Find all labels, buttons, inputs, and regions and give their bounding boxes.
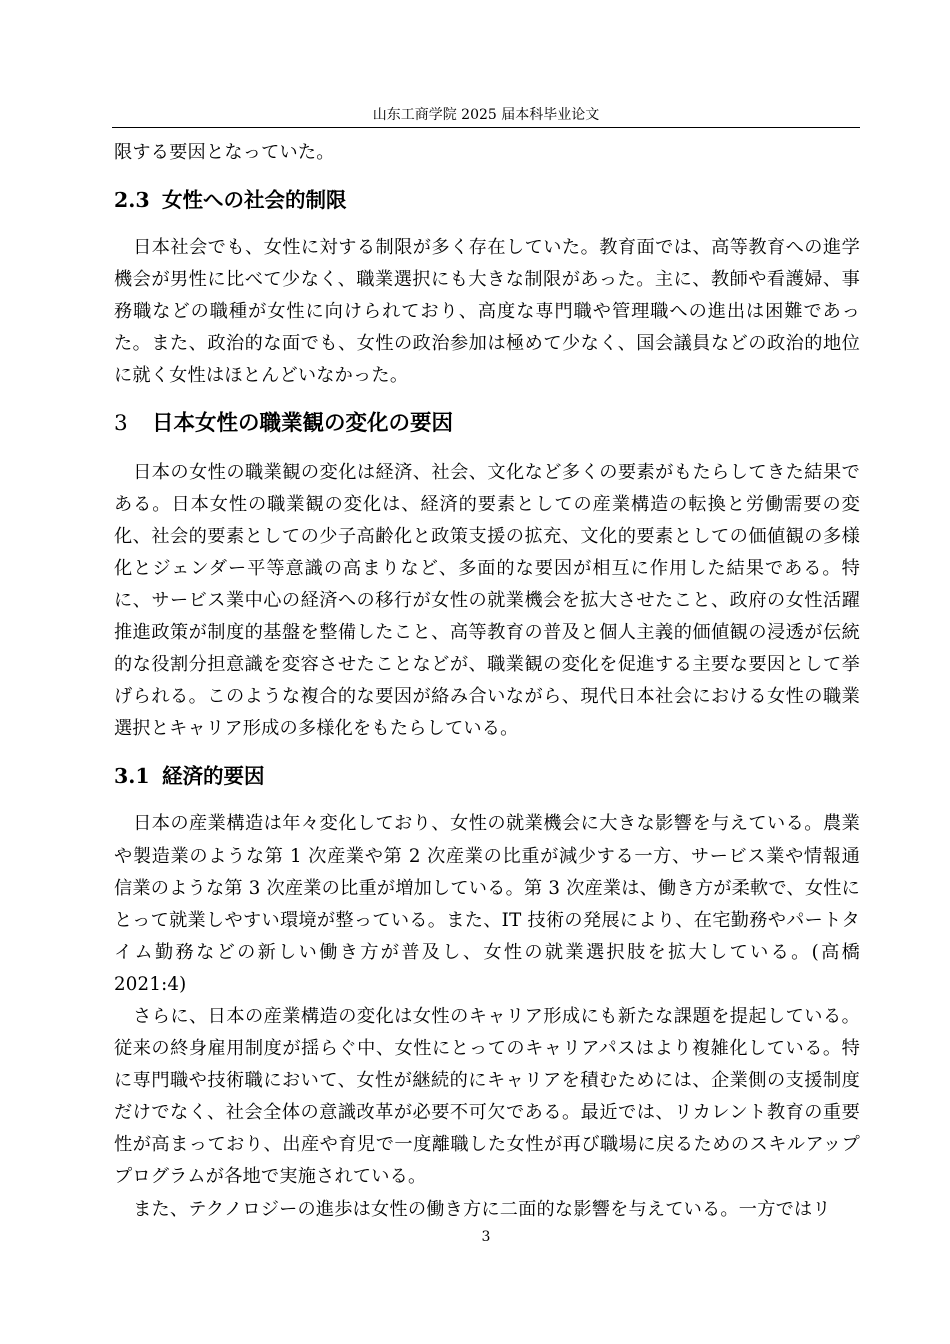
paragraph-3-1-a: 日本の産業構造は年々変化しており、女性の就業機会に大きな影響を与えている。農業や製造業のような第 1 次産業や第 2 次産業の比重が減少する一方、サービス業や情報通信業のような第 3 次産業の比重が増加している。第 3 次産業は、働き方が柔軟で、女性にとって就業しやすい環境が整っている。また、IT 技術の発展により、在宅勤務やパートタイム勤務などの新しい働き方が普及し、女性の就業選択肢を拡大している。(高橋 2021:4) [114,813,879,995]
section-heading-3-1 [114,748,860,804]
section-title: 経済的要因 [162,764,265,789]
section-heading-3 [114,395,860,453]
continued-paragraph: 限する要因となっていた。 [114,142,335,163]
section-title: 日本女性の職業観の変化の要因 [152,410,454,436]
header-rule [112,127,860,128]
paragraph-3: 日本の女性の職業観の変化は経済、社会、文化など多くの要素がもたらしてきた結果である。日本女性の職業観の変化は、経済的要素としての産業構造の転換と労働需要の変化、社会的要素としての少子高齢化と政策支援の拡充、文化的要素としての価値観の多様化とジェンダー平等意識の高まりなど、多面的な要因が相互に作用した結果である。特に、サービス業中心の経済への移行が女性の就業機会を拡大させたこと、政府の女性活躍推進政策が制度的基盤を整備したこと、高等教育の普及と個人主義的価値観の浸透が伝統的な役割分担意識を変容させたことなどが、職業観の変化を促進する主要な要因として挙げられる。このような複合的な要因が絡み合いながら、現代日本社会における女性の職業選択とキャリア形成の多様化をもたらしている。 [114,461,860,740]
running-header: 山东工商学院 2025 届本科毕业论文 [372,107,600,123]
section-heading-2-3 [114,172,860,228]
section-title: 女性への社会的制限 [162,188,347,213]
document-body [114,137,879,1226]
paragraph-3-1-b: さらに、日本の産業構造の変化は女性のキャリア形成にも新たな課題を提起している。従来の終身雇用制度が揺らぐ中、女性にとってのキャリアパスはより複雑化している。特に専門職や技術職において、女性が継続的にキャリアを積むためには、企業側の支援制度だけでなく、社会全体の意識改革が必要不可欠である。最近では、リカレント教育の重要性が高まっており、出産や育児で一度離職した女性が再び職場に戻るためのスキルアッププログラムが各地で実施されている。 [114,1005,860,1188]
section-number: 3 [114,410,128,436]
paragraph-3-1-c: また、テクノロジーの進歩は女性の働き方に二面的な影響を与えている。一方ではリ [133,1198,831,1220]
page-number: 3 [481,1229,491,1245]
section-number: 2.3 [114,188,150,213]
paragraph-2-3: 日本社会でも、女性に対する制限が多く存在していた。教育面では、高等教育への進学機会が男性に比べて少なく、職業選択にも大きな制限があった。主に、教師や看護婦、事務職などの職種が女性に向けられており、高度な専門職や管理職への進出は困難であった。また、政治的な面でも、女性の政治参加は極めて少なく、国会議員などの政治的地位に就く女性はほとんどいなかった。 [114,237,860,387]
section-number: 3.1 [114,764,150,789]
